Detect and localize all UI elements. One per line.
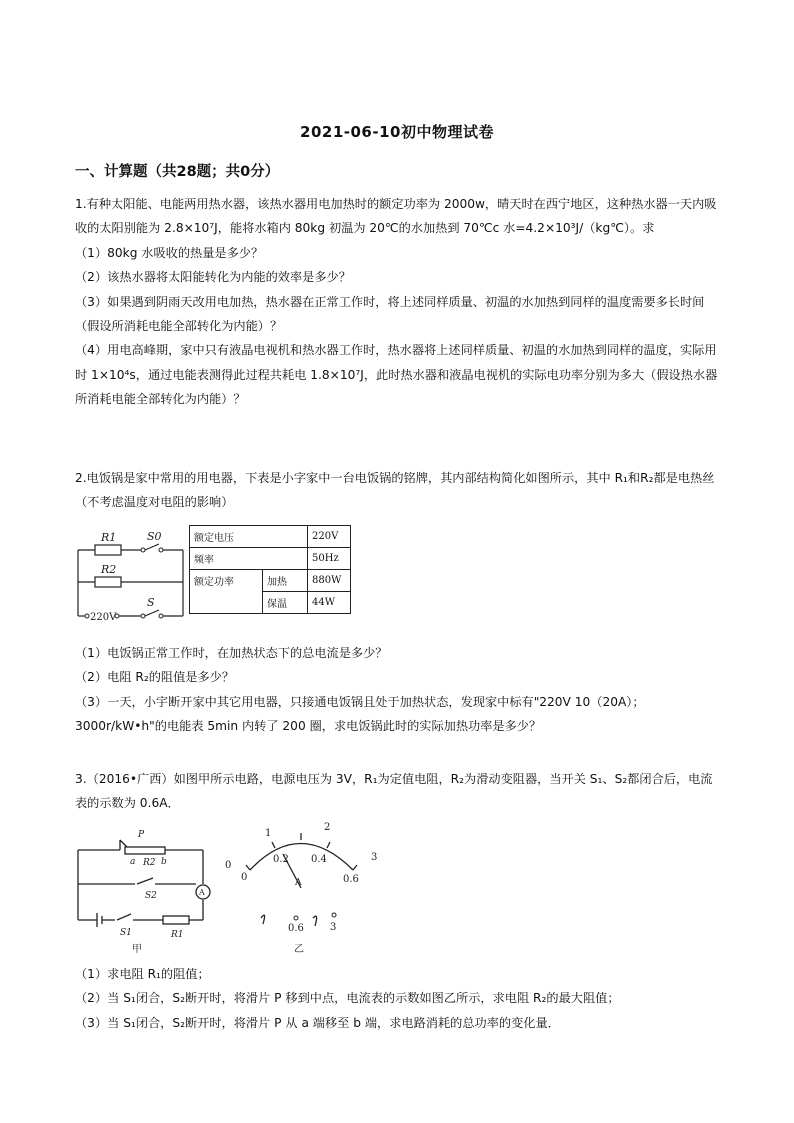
terminal-3: 3: [330, 922, 337, 933]
scale-bottom-0: 0: [241, 872, 248, 883]
scale-bottom-3: 0.6: [343, 874, 359, 885]
supply-label: 220V: [90, 612, 117, 623]
rice-cooker-circuit-diagram: [75, 524, 187, 632]
terminal-0-6: 0.6: [288, 923, 304, 934]
r2-label: R2: [101, 563, 117, 576]
frequency-value: 50Hz: [308, 548, 351, 570]
question-2-part-1: （1）电饭锅正常工作时，在加热状态下的总电流是多少？: [75, 646, 388, 660]
ammeter-label: A: [199, 888, 205, 897]
section-heading: 一、计算题（共28题；共0分）: [75, 164, 280, 180]
question-3-stem: 3.（2016•广西）如图甲所示电路，电源电压为 3V，R₁为定值电阻，R₂为滑动变阻器，当开关 S₁、S₂都闭合后，电流表的示数为 0.6A．: [75, 772, 713, 811]
question-1-part-2: （2）该热水器将太阳能转化为内能的效率是多少？: [75, 270, 351, 285]
r1-label: R1: [101, 531, 117, 544]
meter-unit-label: A: [295, 878, 302, 888]
question-1-stem: 1.有种太阳能、电能两用热水器，该热水器用电加热时的额定功率为 2000w，晴天时在西宁地区，这种热水器一天内吸收的太阳别能为 2.8×10⁷J，能将水箱内 80kg 初温为 20℃的水加热到 70℃c 水=4.2×10³J/（kg℃）。求: [75, 197, 717, 236]
rated-voltage-label: 额定电压: [190, 526, 308, 548]
question-1-part-1: （1）80kg 水吸收的热量是多少？: [75, 245, 264, 260]
scale-bottom-1: 0.2: [273, 854, 289, 865]
question-2-part-2: （2）电阻 R₂的阻值是多少？: [75, 670, 235, 685]
rated-voltage-value: 220V: [308, 526, 351, 548]
figure-jia-label: 甲: [132, 944, 142, 955]
page-title: 2021-06-10初中物理试卷: [300, 123, 494, 141]
s2-label: S2: [145, 891, 157, 901]
question-1-part-4: （4）用电高峰期，家中只有液晶电视机和热水器工作时，热水器将上述同样质量、初温的水加热到同样的温度，实际用时 1×10⁴s，通过电能表测得此过程共耗电 1.8×10⁷J，此时热水器和液晶电视机的实际电功率分别为多大（假设热水器所消耗电能全部转化为内能）？: [75, 343, 718, 407]
slider-p-label: P: [138, 830, 145, 840]
end-b-label: b: [161, 857, 167, 867]
question-3-part-2: （2）当 S₁闭合，S₂断开时，将滑片 P 移到中点，电流表的示数如图乙所示，求电阻 R₂的最大阻值；: [75, 991, 620, 1006]
question-1-part-3: （3）如果遇到阴雨天改用电加热，热水器在正常工作时，将上述同样质量、初温的水加热到同样的温度需要多长时间（假设所消耗电能全部转化为内能）？: [75, 294, 705, 334]
scale-bottom-2: 0.4: [311, 854, 327, 865]
scale-top-0: 0: [225, 860, 232, 871]
end-a-label: a: [130, 857, 136, 867]
ammeter-circuit-figure: [75, 822, 378, 962]
warming-value: 44W: [308, 592, 351, 614]
heating-label: 加热: [263, 570, 308, 592]
figure-yi-label: 乙: [294, 944, 304, 955]
nameplate-table: [189, 525, 351, 614]
question-2-stem: 2.电饭锅是家中常用的用电器，下表是小字家中一台电饭锅的铭牌，其内部结构简化如图所示，其中 R₁和R₂都是电热丝（不考虑温度对电阻的影响）: [75, 471, 715, 510]
circuit-and-meter-diagram: [75, 822, 378, 962]
question-3-part-1: （1）求电阻 R₁的阻值；: [75, 967, 210, 981]
rice-cooker-figure: [75, 524, 365, 632]
question-2-part-3: （3）一天，小宇断开家中其它用电器，只接通电饭锅且处于加热状态，发现家中标有"220V 10（20A）；3000r/kW•h"的电能表 5min 内转了 200 圈，求电饭锅此时的实际加热功率是多少？: [75, 694, 645, 734]
question-3-parts: [75, 962, 723, 1035]
frequency-label: 频率: [190, 548, 308, 570]
rated-power-label: 额定功率: [190, 570, 263, 614]
table-row: [190, 570, 351, 592]
question-1: [75, 192, 723, 412]
scale-top-3: 3: [371, 852, 378, 863]
s-label: S: [147, 596, 155, 609]
scale-top-1: 1: [265, 828, 272, 839]
r1-label: R1: [171, 930, 184, 940]
s1-label: S1: [120, 928, 132, 938]
heating-value: 880W: [308, 570, 351, 592]
table-row: [190, 548, 351, 570]
question-2-parts: [75, 641, 723, 739]
s0-label: S0: [147, 530, 162, 543]
warming-label: 保温: [263, 592, 308, 614]
question-3-part-3: （3）当 S₁闭合，S₂断开时，将滑片 P 从 a 端移至 b 端，求电路消耗的总功率的变化量．: [75, 1015, 560, 1030]
table-row: [190, 526, 351, 548]
scale-top-2: 2: [324, 822, 331, 833]
r2-label: R2: [143, 858, 156, 868]
